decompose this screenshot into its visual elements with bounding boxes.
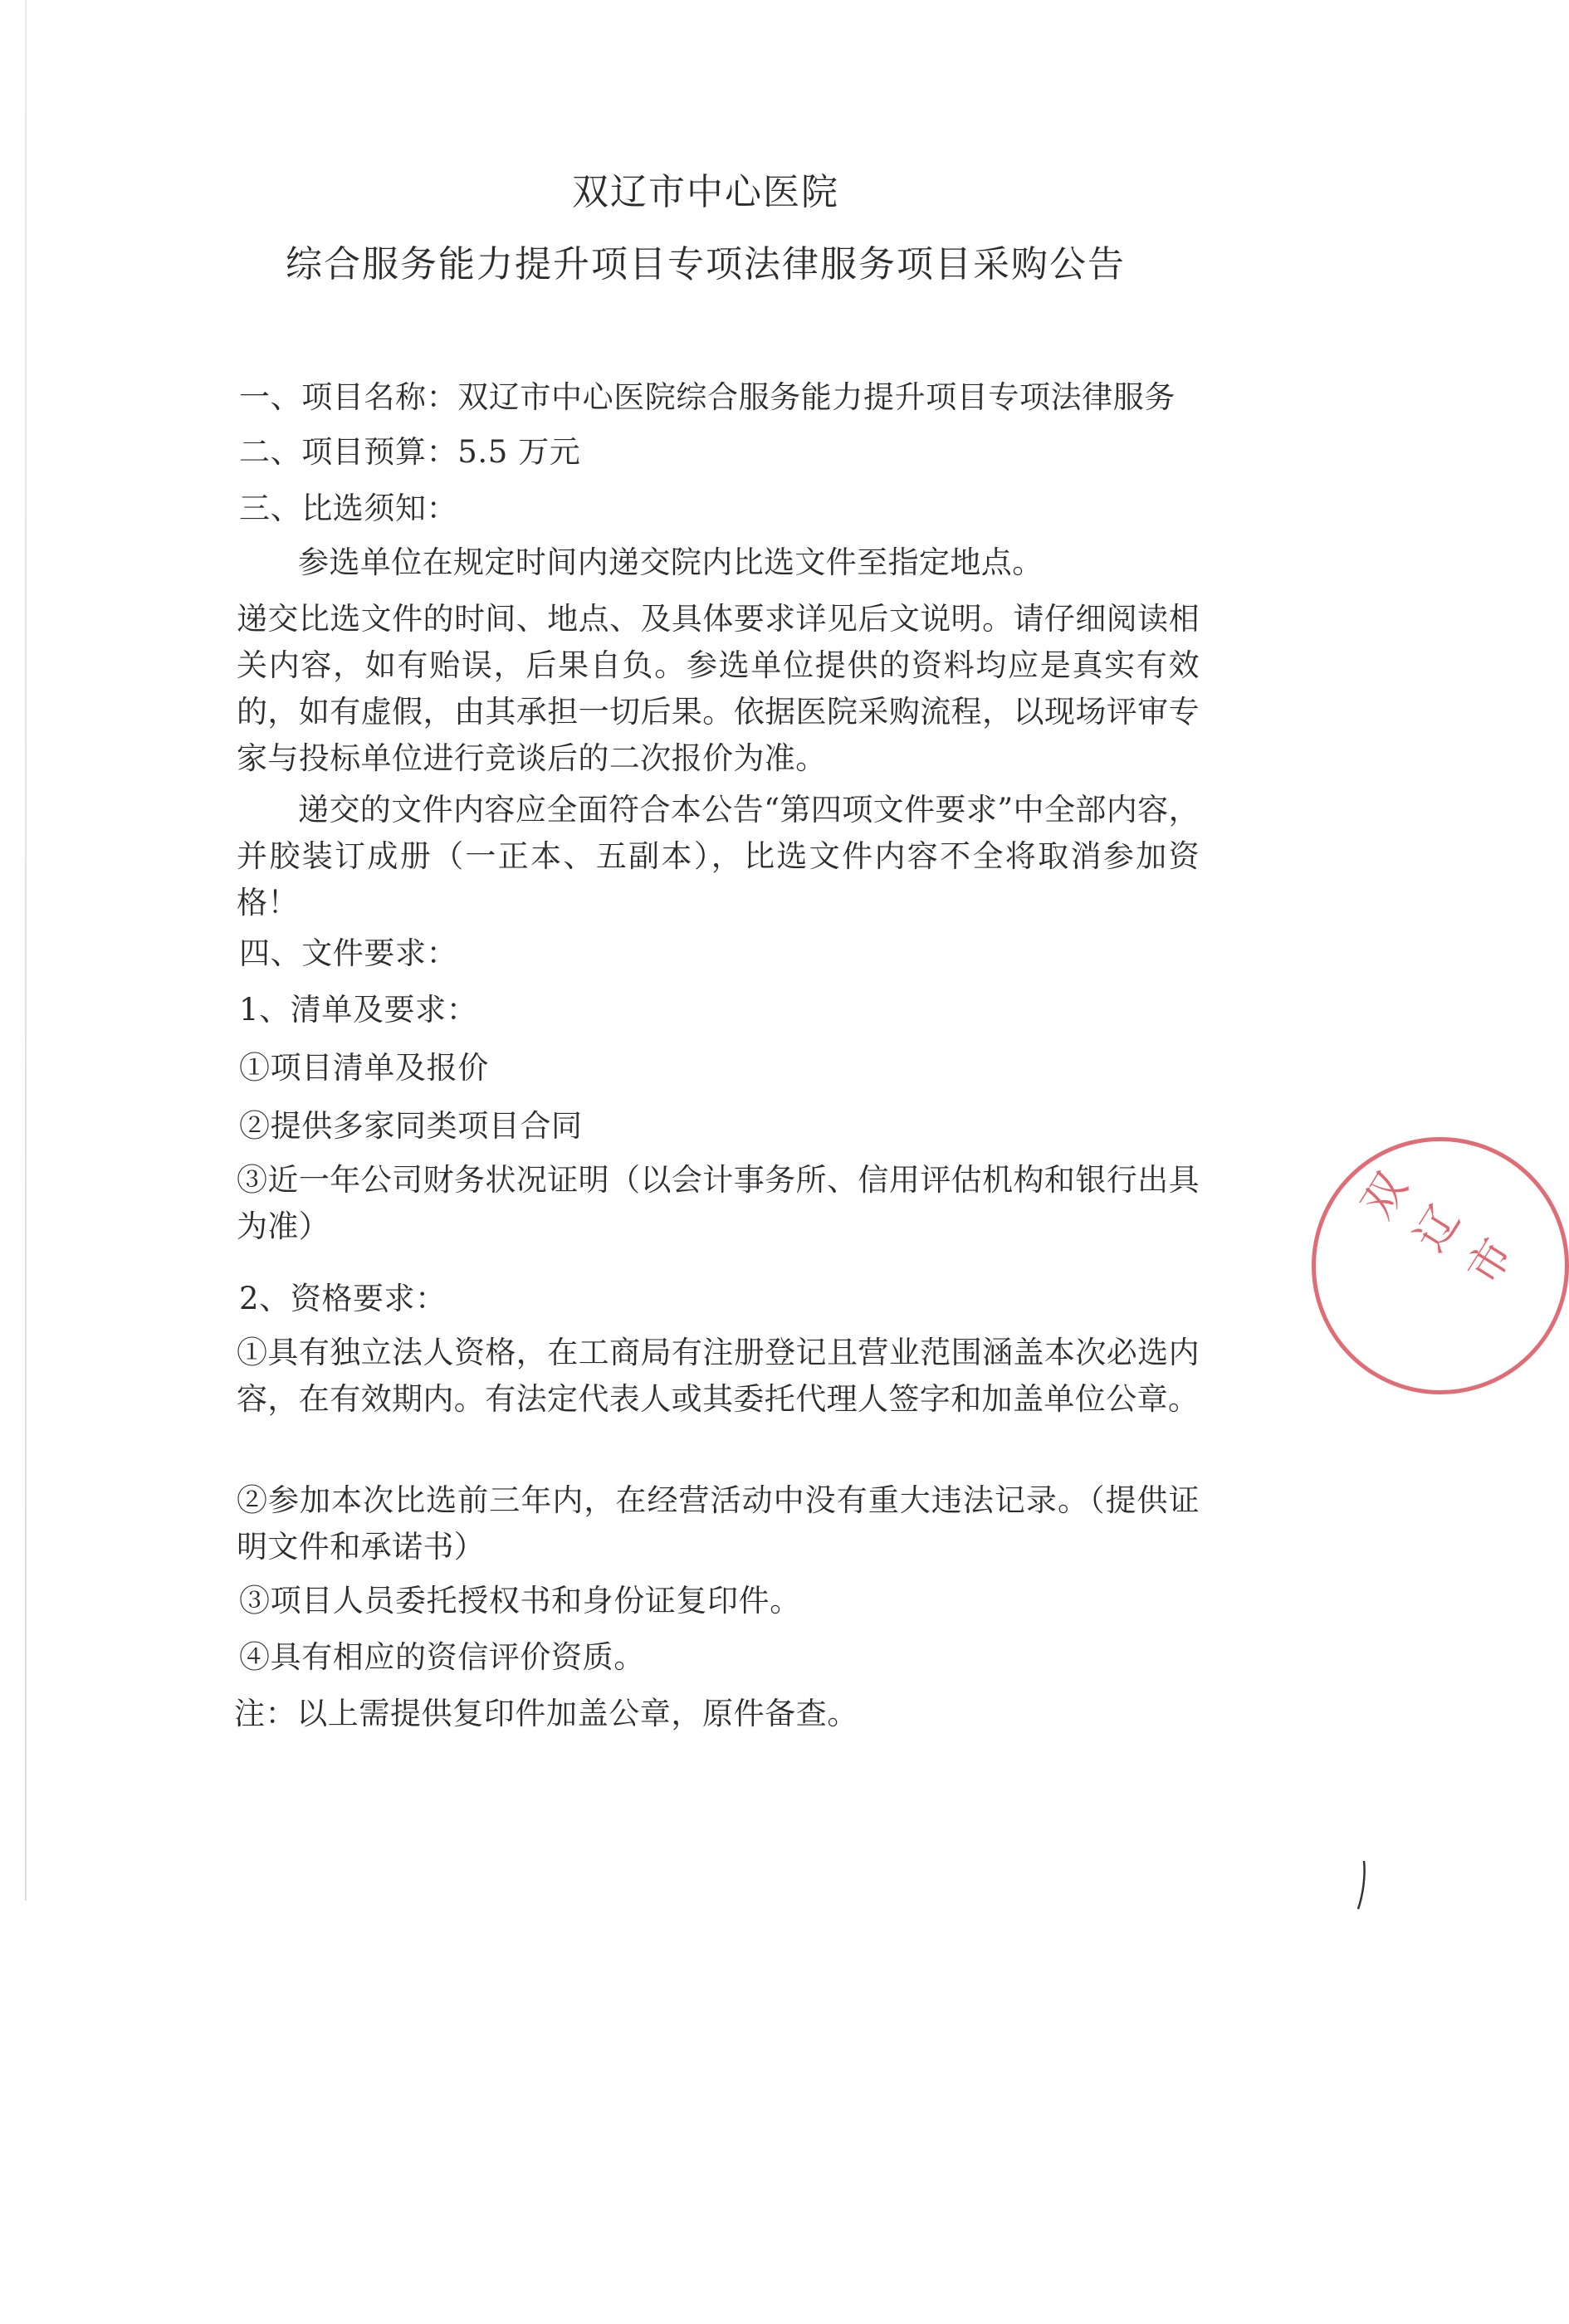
list-item-financial-proof: ③近一年公司财务状况证明（以会计事务所、信用评估机构和银行出具为准） [237, 1162, 1200, 1244]
notice-paragraph-1: 参选单位在规定时间内递交院内比选文件至指定地点。 [298, 544, 1044, 580]
notice-paragraph-2: 递交比选文件的时间、地点、及具体要求详见后文说明。请仔细阅读相关内容，如有贻误，后果自负。参选单位提供的资料均应是真实有效的，如有虚假，由其承担一切后果。依据医院采购流程，以现场评审专家与投标单位进行竞谈后的二次报价为准。 [237, 601, 1200, 776]
list-item-legal-entity: ①具有独立法人资格，在工商局有注册登记且营业范围涵盖本次必选内容，在有效期内。有法定代表人或其委托代理人签字和加盖单位公章。 [237, 1335, 1200, 1417]
official-seal-text: 双辽市 [1352, 1164, 1523, 1294]
list-item-credit-rating: ④具有相应的资信评价资质。 [239, 1639, 645, 1675]
pen-mark-icon [1356, 1859, 1366, 1911]
section-project-budget: 二、项目预算：5.5 万元 [239, 434, 581, 470]
document-title-hospital: 双辽市中心医院 [572, 171, 839, 213]
notice-paragraph-3: 递交的文件内容应全面符合本公告“第四项文件要求”中全部内容，并胶装订成册（一正本、五副本），比选文件内容不全将取消参加资格！ [237, 792, 1200, 920]
list-item-similar-contracts: ②提供多家同类项目合同 [239, 1108, 583, 1144]
document-note: 注：以上需提供复印件加盖公章，原件备查。 [234, 1696, 858, 1731]
section-selection-notice: 三、比选须知： [239, 491, 458, 526]
section-project-name: 一、项目名称：双辽市中心医院综合服务能力提升项目专项法律服务 [239, 379, 1176, 415]
list-item-no-violations: ②参加本次比选前三年内，在经营活动中没有重大违法记录。（提供证明文件和承诺书） [237, 1482, 1200, 1565]
subsection-qualification-requirements: 2、资格要求： [239, 1281, 447, 1316]
document-title-announcement: 综合服务能力提升项目专项法律服务项目采购公告 [286, 243, 1126, 286]
section-document-requirements: 四、文件要求： [239, 935, 458, 971]
subsection-list-requirements: 1、清单及要求： [239, 992, 478, 1028]
list-item-project-quote: ①项目清单及报价 [239, 1050, 489, 1086]
list-item-authorization: ③项目人员委托授权书和身份证复印件。 [239, 1583, 801, 1618]
